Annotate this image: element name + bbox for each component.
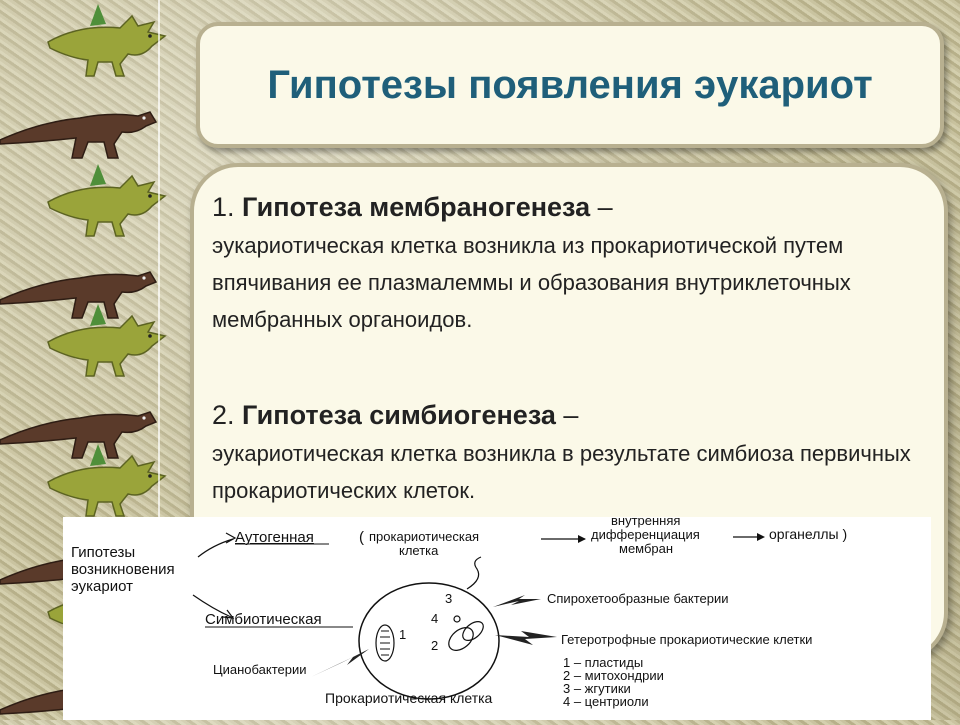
autogenous-step1-line1: прокариотическая — [369, 529, 480, 544]
cell-number-3: 3 — [445, 591, 453, 606]
root-label-line-1: Гипотезы — [71, 544, 136, 561]
autogenous-label: Аутогенная — [235, 529, 314, 546]
hypothesis-1-name: Гипотеза мембраногенеза — [242, 192, 591, 222]
root-label-line-2: возникновения — [71, 561, 175, 578]
cell-number-4: 4 — [431, 611, 439, 626]
autogenous-open-paren: ( — [359, 529, 364, 546]
autogenous-step1-line2: клетка — [399, 543, 439, 558]
heterotroph-arrow — [495, 631, 557, 645]
legend-item-4: 4 – центриоли — [563, 694, 649, 709]
hypothesis-1 — [212, 187, 912, 338]
spirochete-arrow — [493, 595, 541, 607]
cell-number-2: 2 — [431, 638, 439, 653]
diagram-svg — [63, 517, 931, 720]
autogenous-step2-line2: дифференциация — [591, 527, 700, 542]
hypothesis-1-dash: – — [597, 192, 613, 222]
hypothesis-1-description: эукариотическая клетка возникла из прокариотической путем впячивания ее плазмалеммы и образования внутриклеточных мембранных органоидов. — [212, 233, 851, 332]
root-label-line-3: эукариот — [71, 578, 133, 595]
hypothesis-2 — [212, 395, 912, 509]
spirochete-label: Спирохетообразные бактерии — [547, 591, 729, 606]
cell-number-1: 1 — [399, 627, 407, 642]
prokaryotic-cell — [359, 583, 499, 699]
heterotroph-label: Гетеротрофные прокариотические клетки — [561, 632, 813, 647]
legend-item-3: 3 – жгутики — [563, 681, 631, 696]
legend-item-1: 1 – пластиды — [563, 655, 644, 670]
hypothesis-2-number: 2. — [212, 400, 235, 430]
hypothesis-2-dash: – — [563, 400, 579, 430]
hypothesis-1-number: 1. — [212, 192, 235, 222]
hypothesis-2-heading — [212, 395, 912, 435]
branch-arrowhead-autogenous — [226, 533, 235, 543]
autogenous-arrowhead-2 — [757, 533, 765, 541]
hypothesis-2-name: Гипотеза симбиогенеза — [242, 400, 556, 430]
autogenous-arrowhead-1 — [578, 535, 586, 543]
autogenous-step2-line3: мембран — [619, 541, 674, 556]
centriole-shape — [454, 616, 460, 622]
flagellum-shape — [467, 557, 481, 589]
hypothesis-1-heading — [212, 187, 912, 227]
page-title: Гипотезы появления эукариот — [267, 62, 873, 107]
cell-caption: Прокариотическая клетка — [325, 690, 493, 706]
autogenous-step3: органеллы ) — [769, 526, 848, 542]
symbiotic-label: Симбиотическая — [205, 611, 322, 628]
plastid-thylakoids — [380, 631, 390, 655]
cyanobacteria-label: Цианобактерии — [213, 662, 307, 677]
hypothesis-2-description: эукариотическая клетка возникла в результате симбиоза первичных прокариотических клеток. — [212, 441, 911, 503]
eukaryote-origin-diagram — [63, 517, 931, 720]
legend-item-2: 2 – митохондрии — [563, 668, 664, 683]
title-box — [196, 22, 944, 148]
autogenous-step2-line1: внутренняя — [611, 517, 681, 528]
